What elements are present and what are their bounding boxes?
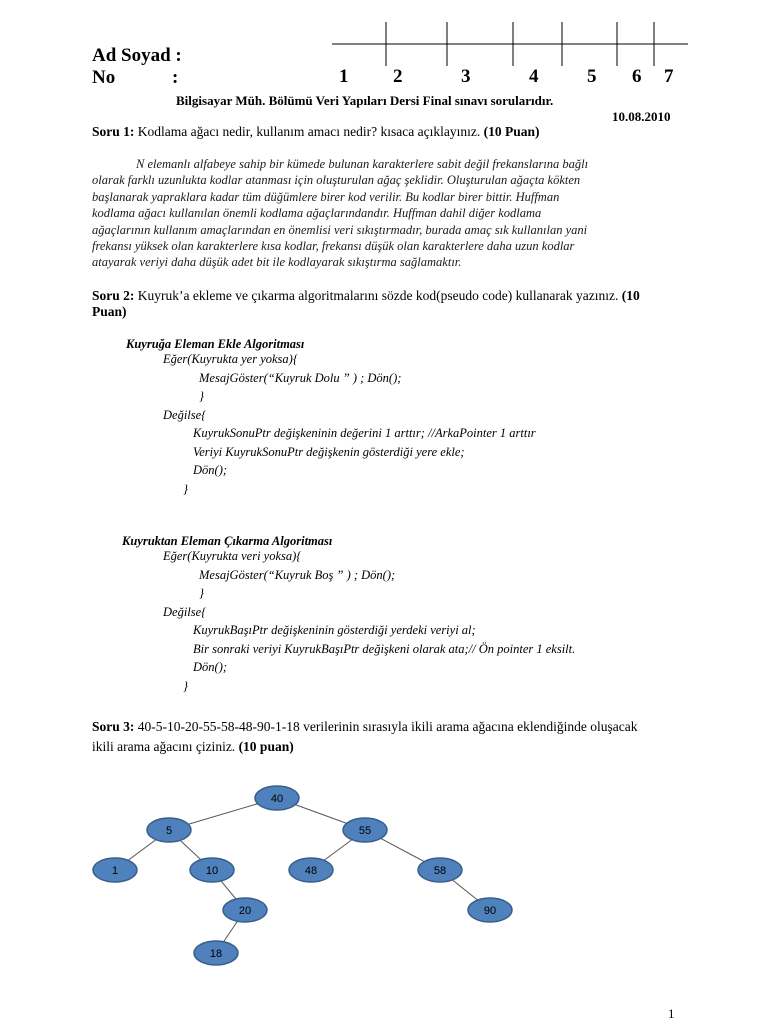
code-line: Değilse{: [163, 604, 207, 619]
dequeue-title: Kuyruktan Eleman Çıkarma Algoritması: [122, 534, 333, 548]
tree-node: [223, 898, 267, 922]
student-no-colon: :: [172, 67, 179, 88]
code-line: }: [183, 481, 188, 496]
code-line: Değilse{: [163, 407, 207, 422]
question-1-text: Kodlama ağacı nedir, kullanım amacı nedir? kısaca açıklayınız.: [137, 124, 481, 139]
tree-node: [418, 858, 462, 882]
tree-node-label: 1: [111, 865, 119, 877]
exam-title: Bilgisayar Müh. Bölümü Veri Yapıları Dersi Final sınavı sorularıdır.: [176, 93, 554, 108]
tree-node-label: 55: [358, 825, 372, 837]
score-col-1: 1: [339, 66, 349, 87]
tree-node: [343, 818, 387, 842]
code-line: }: [183, 678, 188, 693]
question-2-points: (10: [621, 288, 640, 303]
tree-node: [255, 786, 299, 810]
score-col-2: 2: [393, 66, 403, 87]
question-2-text: Kuyruk’a ekleme ve çıkarma algoritmalarını sözde kod(pseudo code) kullanarak yazınız.: [137, 288, 619, 303]
tree-node: [194, 941, 238, 965]
score-col-4: 4: [529, 66, 539, 87]
code-line: KuyrukBaşıPtr değişkeninin gösterdiği yerdeki veriyi al;: [193, 623, 476, 637]
tree-node-label: 10: [205, 865, 219, 877]
question-3-label: Soru 3:: [92, 719, 135, 734]
tree-node: [190, 858, 234, 882]
tree-node-label: 40: [270, 793, 284, 805]
tree-node-label: 58: [433, 865, 447, 877]
enqueue-title: Kuyruğa Eleman Ekle Algoritması: [126, 337, 305, 351]
tree-node-label: 5: [165, 825, 173, 837]
score-col-3: 3: [461, 66, 471, 87]
code-line: Dön();: [193, 660, 228, 674]
question-3-text-line2: ikili arama ağacını çiziniz.: [92, 739, 236, 754]
code-line: Dön();: [193, 463, 228, 477]
answer-1-line: frekansı yüksek olan karakterlere kısa kodlar, frekansı düşük olan karakterlere daha uzun kodlar: [92, 239, 575, 254]
answer-1-line: olarak farklı uzunlukta kodlar atanması için oluşturulan ağaç şeklidir. Oluşturulan ağaçta kökten: [92, 173, 581, 188]
code-line: Veriyi KuyrukSonuPtr değişkenin gösterdiği yere ekle;: [193, 444, 465, 459]
answer-1-line: atayarak veriyi daha düşük adet bit ile kodlayarak sıkıştırma sağlamaktır.: [92, 255, 462, 270]
code-line: MesajGöster(“Kuyruk Dolu ” ) ; Dön();: [199, 370, 402, 385]
tree-node-label: 90: [483, 905, 497, 917]
score-col-7: 7: [664, 66, 674, 87]
name-label: Ad Soyad :: [92, 45, 182, 66]
score-col-5: 5: [587, 66, 597, 87]
tree-node-label: 18: [209, 948, 223, 960]
question-2-label: Soru 2:: [92, 288, 135, 303]
code-line: KuyrukSonuPtr değişkeninin değerini 1 arttır; //ArkaPointer 1 arttır: [193, 426, 536, 440]
answer-1-line: başlanarak yapraklara kadar tüm düğümlere birer kod verilir. Bu kodlar birer bittir. Huffman: [92, 189, 560, 204]
tree-node: [147, 818, 191, 842]
question-3-text-line1: 40-5-10-20-55-58-48-90-1-18 verilerinin sırasıyla ikili arama ağacına eklendiğinde oluşacak: [137, 719, 638, 734]
tree-node-label: 48: [304, 865, 318, 877]
code-line: Eğer(Kuyrukta yer yoksa){: [163, 352, 298, 366]
tree-node-label: 20: [238, 905, 252, 917]
code-line: }: [199, 586, 204, 600]
code-line: }: [199, 389, 204, 403]
student-no-label: No: [92, 67, 116, 88]
question-2-points-line2: Puan): [92, 304, 127, 319]
score-col-6: 6: [632, 66, 642, 87]
tree-node: [468, 898, 512, 922]
code-line: Eğer(Kuyrukta veri yoksa){: [163, 549, 302, 563]
tree-node: [93, 858, 137, 882]
exam-date: 10.08.2010: [612, 109, 671, 124]
answer-1-line: kodlama ağacı kullanılan önemli kodlama ağaçlarındandır. Huffman dahil diğer kodlama: [92, 206, 542, 221]
answer-1-line: N elemanlı alfabeye sahip bir kümede bulunan karakterlere sabit değil frekanslarına bağlı: [136, 157, 589, 171]
question-3-points: (10 puan): [238, 739, 294, 754]
code-line: Bir sonraki veriyi KuyrukBaşıPtr değişkeni olarak ata;// Ön pointer 1 eksilt.: [193, 641, 576, 656]
code-line: MesajGöster(“Kuyruk Boş ” ) ; Dön();: [199, 567, 396, 582]
question-1-label: Soru 1:: [92, 124, 135, 139]
page-number: 1: [668, 1006, 675, 1021]
answer-1-line: ağaçlarının kullanım amaçlarından en önemlisi veri sıkıştırmadır, burada amaç sık kullanılan yani: [92, 222, 588, 237]
question-1-points: (10 Puan): [483, 124, 540, 139]
tree-node: [289, 858, 333, 882]
